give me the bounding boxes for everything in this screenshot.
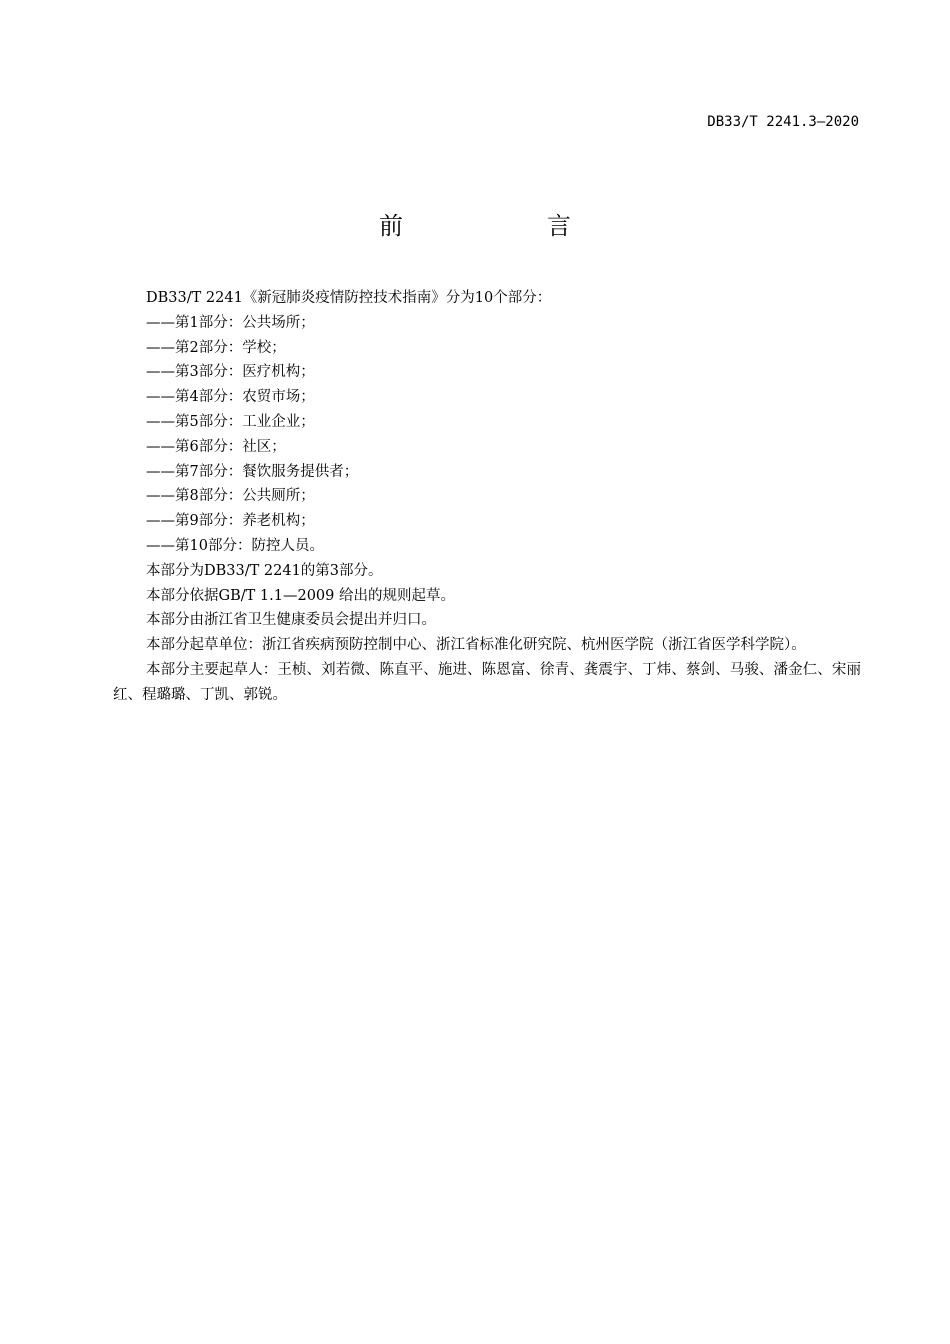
part-list-item: ——第7部分：餐饮服务提供者；: [146, 463, 359, 480]
basis-paragraph: 本部分依据GB/T 1.1—2009 给出的规则起草。: [146, 587, 455, 604]
page-title: 前 言: [379, 212, 631, 240]
part-list-item: ——第10部分：防控人员。: [146, 537, 324, 554]
drafters-paragraph: 本部分主要起草人：王桢、刘若微、陈直平、施进、陈恩富、徐青、龚震宇、丁炜、蔡剑、马骏、潘金仁、宋丽红、程璐璐、丁凯、郭锐。: [113, 661, 861, 703]
part-list-item: ——第5部分：工业企业；: [146, 413, 315, 430]
part-list-item: ——第1部分：公共场所；: [146, 314, 315, 331]
part-list-item: ——第8部分：公共厕所；: [146, 488, 315, 505]
part-list-item: ——第2部分：学校；: [146, 339, 286, 356]
part-list-item: ——第4部分：农贸市场；: [146, 389, 315, 406]
intro-paragraph: DB33/T 2241《新冠肺炎疫情防控技术指南》分为10个部分：: [146, 290, 552, 306]
part-list-item: ——第9部分：养老机构；: [146, 513, 315, 530]
proposer-paragraph: 本部分由浙江省卫生健康委员会提出并归口。: [146, 612, 436, 629]
document-code: DB33/T 2241.3—2020: [707, 114, 859, 130]
drafting-units-paragraph: 本部分起草单位：浙江省疾病预防控制中心、浙江省标准化研究院、杭州医学院（浙江省医学科学院）。: [146, 637, 806, 654]
this-part-paragraph: 本部分为DB33/T 2241的第3部分。: [146, 562, 383, 579]
part-list-item: ——第3部分：医疗机构；: [146, 364, 315, 381]
part-list-item: ——第6部分：社区；: [146, 438, 286, 455]
foreword-body: [113, 286, 861, 708]
